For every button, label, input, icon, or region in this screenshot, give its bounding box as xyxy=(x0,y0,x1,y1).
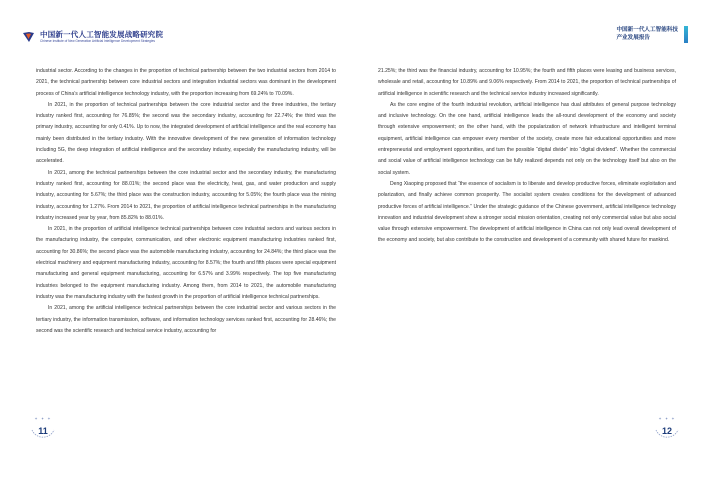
paragraph: As the core engine of the fourth industrial revolution, artificial intelligence has dual attributes of general purpose technology and inclusive technology. On the one hand, artificial intelligence leads the all-round development of the economy and society through extensive empowerment; on the other hand, with the popularization of network infrastructure and intelligent terminal equipment, artificial intelligence can empower every member of the society, create more fair educational opportunities and more entrepreneurial and employment opportunities, and turn the possible “digital divide” into “digital dividend”. Whether the commercial and social value of artificial intelligence technology can be fully realized depends not only on the technology itself but also on the social system. xyxy=(378,101,676,176)
paragraph: In 2021, among the technical partnerships between the core industrial sector and the secondary industry, the manufacturing industry ranked first, accounting for 88.01%; the second place was the electricity, heat, gas, and water production and supply industry, accounting for 5.67%; the third place was the construction industry, accounting for 5.05%; the fourth place was the mining industry, accounting for 1.27%. From 2014 to 2021, the proportion of artificial intelligence technical partnerships in the manufacturing industry increased year by year, from 85.82% to 88.01%. xyxy=(36,169,336,221)
page-number-text: 12 xyxy=(661,426,672,436)
left-text-column xyxy=(36,66,336,337)
stars-decoration-icon: ✦ ✦ ✦ xyxy=(34,416,52,421)
paragraph: industrial sector. According to the changes in the proportion of technical partnership between the two industrial sectors from 2014 to 2021, the technical partnership between core industrial sectors and integration industrial sectors was dominant in the development process of China’s artificial intelligence technology industry, with the proportion increasing from 69.24% to 70.09%. xyxy=(36,68,336,97)
paragraph: In 2021, in the proportion of technical partnerships between the core industrial sector and the three industries, the tertiary industry ranked first, accounting for 76.85%; the second was the secondary industry, accounting for 22.74%; the third was the primary industry, accounting for only 0.41%. Up to now, the integrated development of artificial intelligence and the real economy has mainly been distributed in the tertiary industry. With the innovative development of the new generation of information technology including 5G, the deep integration of artificial intelligence and the secondary industry, especially the manufacturing industry, will be accelerated. xyxy=(36,101,336,165)
page-number-text: 11 xyxy=(38,426,48,436)
institute-logo xyxy=(22,31,163,43)
stars-decoration-icon: ✦ ✦ ✦ xyxy=(658,416,676,421)
paragraph: 21.25%; the third was the financial industry, accounting for 10.95%; the fourth and fifth places were leasing and business services, wholesale and retail, accounting for 10.89% and 9.06% respectively. From 2014 to 2021, the proportion of technical partnerships of artificial intelligence in scientific research and the technical service industry increased significantly. xyxy=(378,68,676,97)
logo-english-name: Chinese Institute of New Generation Artificial Intelligence Development Strategies xyxy=(40,39,155,43)
report-title-line1: 中国新一代人工智能科技 xyxy=(616,27,678,33)
right-text-column xyxy=(378,66,676,247)
page-number-right xyxy=(652,416,682,456)
paragraph: In 2021, in the proportion of artificial intelligence technical partnerships between core industrial sectors and various sectors in the manufacturing industry, the computer, communication, and other electronic equipment manufacturing industries ranked first, accounting for 30.86%; the second place was the automobile manufacturing industry, accounting for 24.84%; the third place was the electrical machinery and equipment manufacturing industry, accounting for 8.57%; the fourth and fifth places were special equipment manufacturing and general equipment manufacturing, accounting for 6.57% and 3.99% respectively. The top five manufacturing industries belonged to the equipment manufacturing industry. Among them, from 2014 to 2021, the automobile manufacturing industry was the manufacturing industry with the fastest growth in the proportion of artificial intelligence technical partnerships. xyxy=(36,226,336,300)
logo-emblem-icon xyxy=(22,31,36,43)
logo-chinese-name: 中国新一代人工智能发展战略研究院 xyxy=(40,30,164,39)
header-accent-bar xyxy=(684,26,688,43)
report-header xyxy=(616,26,688,43)
paragraph: In 2021, among the artificial intelligence technical partnerships between the core industrial sector and various sectors in the tertiary industry, the information transmission, software, and information technology services ranked first, accounting for 28.46%; the second was the scientific research and technical service industry, accounting for xyxy=(36,305,336,334)
paragraph: Deng Xiaoping proposed that “the essence of socialism is to liberate and develop productive forces, eliminate exploitation and polarization, and finally achieve common prosperity. The socialist system creates conditions for the development of advanced productive forces of artificial intelligence.” Under the strategic guidance of the Chinese government, artificial intelligence technology innovation and industrial development show a stronger social mission orientation, creating not only commercial value but also social value through extensive empowerment. The development of artificial intelligence in China can not only lead overall development of the economy and society, but also contribute to the construction and development of a community with shared future for mankind. xyxy=(378,180,676,244)
report-title-line2: 产业发展报告 xyxy=(616,35,651,41)
page-number-left xyxy=(28,416,58,456)
